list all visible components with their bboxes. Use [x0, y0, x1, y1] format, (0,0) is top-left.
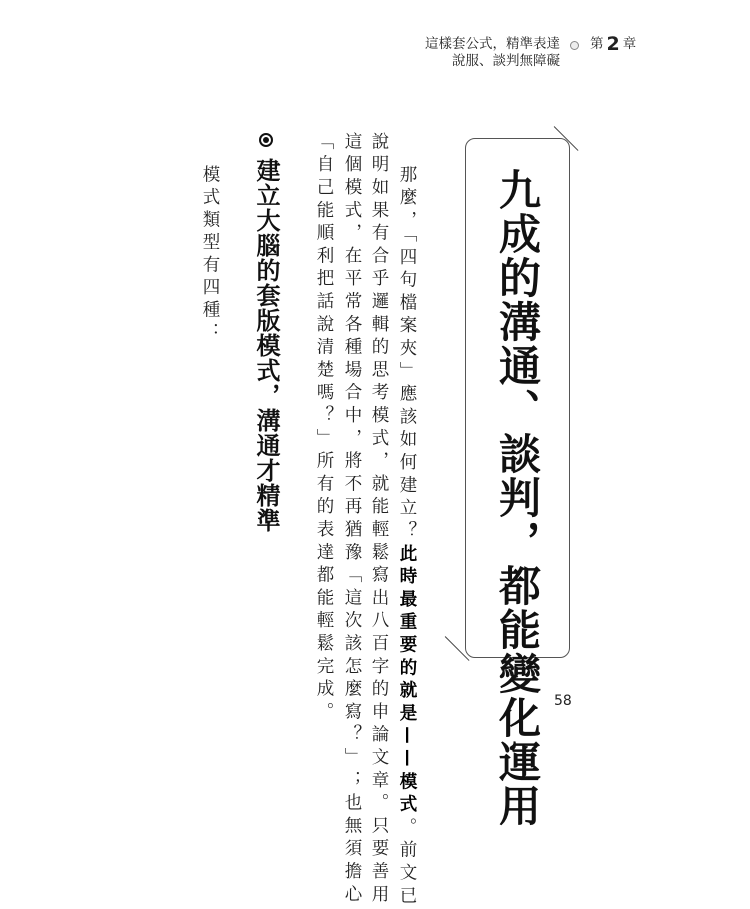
paragraph-emphasis: 此時最重要的就是——模式 [397, 543, 417, 818]
subsection-heading [252, 133, 280, 533]
paragraph-text-c: 。前文已 [397, 817, 417, 909]
chapter-suffix: 章 [622, 36, 637, 52]
chapter-label [590, 33, 637, 55]
running-header-line1: 這樣套公式，精準表達 [425, 36, 560, 52]
paragraph-text-a: 那麼，「四句檔案夾」應該如何建立？ [397, 165, 417, 544]
chapter-number: 2 [606, 33, 620, 55]
paragraph-last-line: 模式類型有四種： [200, 165, 220, 345]
paragraph-column-3: 這個模式，在平常各種場合中，將不再猶豫「這次該怎麼寫？」；也無須擔心 [342, 132, 362, 908]
running-header-line2: 說服、談判無障礙 [452, 53, 560, 69]
target-bullet-icon [259, 133, 273, 147]
page-number: 58 [554, 693, 572, 709]
header-bullet-icon [570, 41, 579, 50]
subsection-heading-text: 建立大腦的套版模式，溝通才精準 [252, 158, 281, 534]
chapter-prefix: 第 [590, 36, 604, 52]
section-title: 九成的溝通、談判，都能變化運用 [493, 168, 542, 828]
paragraph-column-4: 「自己能順利把話說清楚嗎？」所有的表達都能輕鬆完成。 [314, 132, 334, 725]
running-header [425, 36, 560, 70]
paragraph-column-1 [396, 165, 417, 909]
paragraph-column-2: 說明如果有合乎邏輯的思考模式，就能輕鬆寫出八百字的申論文章。只要善用 [369, 132, 389, 908]
